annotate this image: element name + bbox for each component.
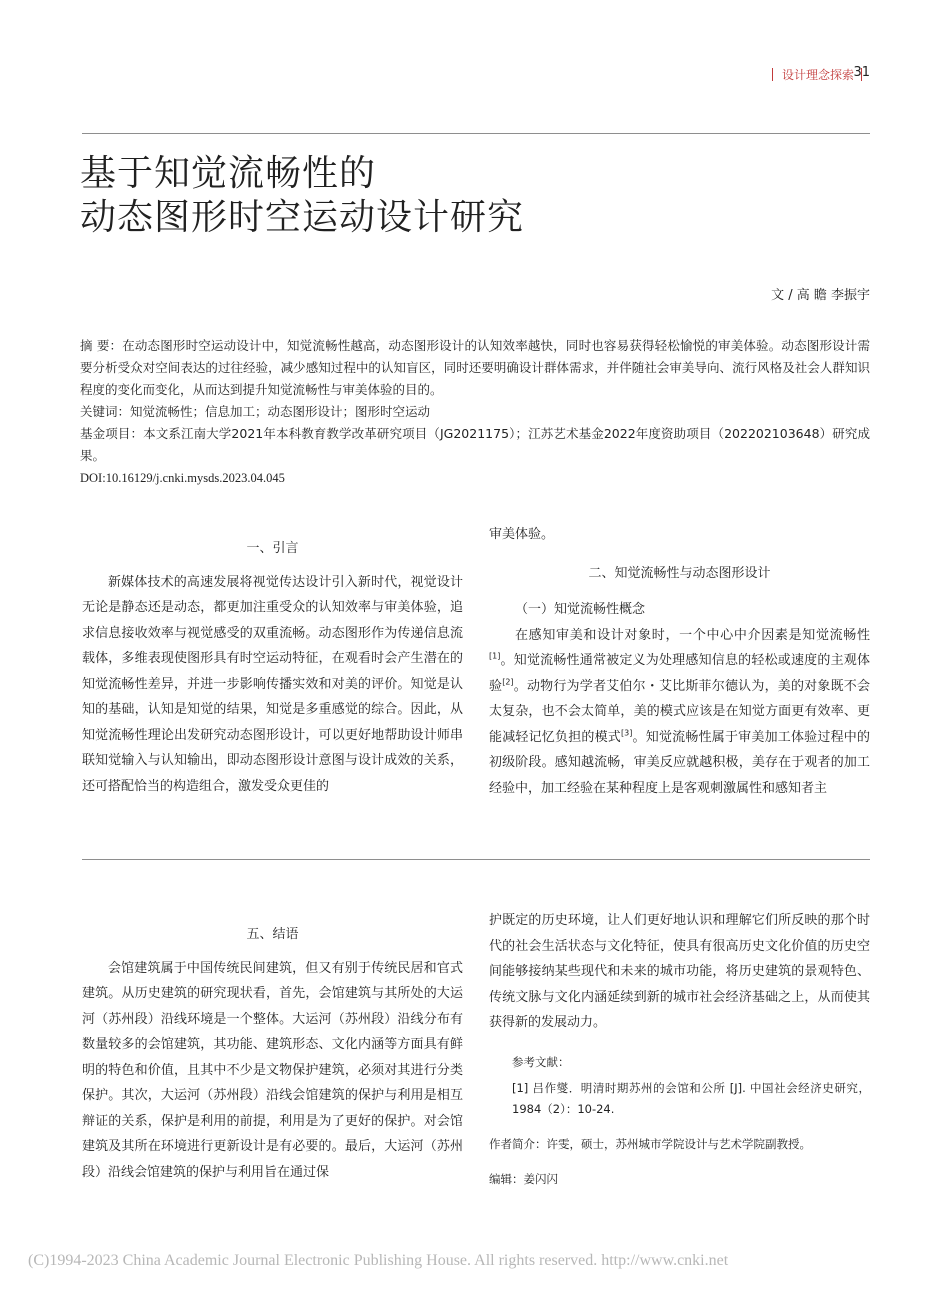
title-line-1: 基于知觉流畅性的 <box>80 153 377 194</box>
byline: 文 / 高 瞻 李振宇 <box>771 288 870 303</box>
funding-text: 本文系江南大学2021年本科教育教学改革研究项目（JG2021175）；江苏艺术基金2022年度资助项目（202202103648）研究成果。 <box>80 426 870 463</box>
section-heading-fluency: 二、知觉流畅性与动态图形设计 <box>588 565 771 581</box>
abstract <box>80 335 870 401</box>
section-heading-intro: 一、引言 <box>246 541 299 556</box>
conclusion-left-column <box>82 922 463 1185</box>
conclusion-paragraph: 会馆建筑属于中国传统民间建筑，但又有别于传统民居和官式建筑。从历史建筑的研究现状看，首先，会馆建筑与其所处的大运河（苏州段）沿线环境是一个整体。大运河（苏州段）沿线分布有数量较多的会馆建筑，其功能、建筑形态、文化内涵等方面具有鲜明的特色和价值，且其中不少是文物保护建筑，必须对其进行分类保护。其次，大运河（苏州段）沿线会馆建筑的保护与利用是相互辩证的关系，保护是利用的前提，利用是为了更好的保护。对会馆建筑及其所在环境进行更新设计是有必要的。最后，大运河（苏州段）沿线会馆建筑的保护与利用旨在通过保 <box>82 960 463 1180</box>
abstract-text: 在动态图形时空运动设计中，知觉流畅性越高，动态图形设计的认知效率越快，同时也容易获得轻松愉悦的审美体验。动态图形设计需要分析受众对空间表达的过往经验，减少感知过程中的认知盲区，同时还要明确设计群体需求，并伴随社会审美导向、流行风格及社会人群知识程度的变化而变化，从而达到提升知觉流畅性与审美体验的目的。 <box>80 338 870 397</box>
doi: DOI:10.16129/j.cnki.mysds.2023.04.045 <box>80 471 285 485</box>
body-right-column <box>489 522 870 801</box>
citation-3: [3] <box>621 728 633 738</box>
header-divider-left <box>772 68 773 81</box>
references-label: 参考文献： <box>512 1054 570 1069</box>
fluency-text-1: 在感知审美和设计对象时，一个中心中介因素是知觉流畅性 <box>515 627 870 643</box>
keywords <box>80 401 870 423</box>
author-bio: 作者简介：许雯，硕士，苏州城市学院设计与艺术学院副教授。 <box>489 1136 811 1151</box>
abstract-label: 摘 要： <box>80 338 123 353</box>
fluency-paragraph <box>489 623 870 802</box>
continued-text: 审美体验。 <box>489 527 555 542</box>
intro-paragraph: 新媒体技术的高速发展将视觉传达设计引入新时代，视觉设计无论是静态还是动态，都更加注重受众的认知效率与审美体验，追求信息接收效率与视觉感受的双重流畅。动态图形作为传递信息流载体，多维表现使图形具有时空运动特征，在观看时会产生潜在的知觉流畅性差异，并进一步影响传播实效和对美的评价。知觉是认知的基础，认知是知觉的结果，知觉是多重感觉的综合。因此，从知觉流畅性理论出发研究动态图形设计，可以更好地帮助设计师串联知觉输入与认知输出，即动态图形设计意图与设计成效的关系，还可搭配恰当的构造组合，激发受众更佳的 <box>82 574 463 794</box>
conclusion-right-column <box>489 908 870 1190</box>
page-number: 31 <box>853 65 870 80</box>
fluency-text-4: 。知觉流畅性属于审美加工体验过程中的初级阶段。感知越流畅，审美反应就越积极，美存在于观者的加工经验中，加工经验在某种程度上是客观刺激属性和感知者主 <box>489 729 870 796</box>
conclusion-continued: 护既定的历史环境，让人们更好地认识和理解它们所反映的那个时代的社会生活状态与文化特征，使具有很高历史文化价值的历史空间能够接纳某些现代和未来的城市功能，将历史建筑的景观特色、传统文脉与文化内涵延续到新的城市社会经济基础之上，从而使其获得新的发展动力。 <box>489 913 870 1030</box>
running-header <box>772 66 870 84</box>
keywords-text: 知觉流畅性；信息加工；动态图形设计；图形时空运动 <box>130 404 431 419</box>
citation-2: [2] <box>502 677 514 687</box>
fluency-text-2: 。知觉流畅性通常被定义为处理感知信息的轻松或速度的主观体验 <box>489 653 870 694</box>
fluency-text-3: 。动物行为学者艾伯尔・艾比斯菲尔德认为，美的对象既不会太复杂，也不会太简单，美的模式应该是在知觉方面更有效率、更能减轻记忆负担的模式 <box>489 678 870 745</box>
middle-rule <box>82 859 870 860</box>
keywords-label: 关键词： <box>80 404 131 419</box>
citation-1: [1] <box>489 651 501 661</box>
references <box>489 1052 870 1190</box>
body-left-column <box>82 536 463 799</box>
header-section-title: 设计理念探索 <box>782 68 855 82</box>
reference-item-1: [1] 吕作燮．明清时期苏州的会馆和公所 [J]. 中国社会经济史研究，1984（2）：10-24. <box>512 1080 870 1116</box>
funding-label: 基金项目： <box>80 426 144 441</box>
title-line-2: 动态图形时空运动设计研究 <box>80 197 525 238</box>
abstract-block <box>80 335 870 489</box>
section-heading-conclusion: 五、结语 <box>246 927 299 942</box>
subsection-heading-concept: （一）知觉流畅性概念 <box>515 602 646 617</box>
funding <box>80 423 870 467</box>
article-title <box>80 152 524 240</box>
top-rule <box>82 133 870 134</box>
copyright-footer: (C)1994-2023 China Academic Journal Electronic Publishing House. All rights reserved. http://www.cnki.net <box>28 1252 729 1269</box>
editor: 编辑：姜闪闪 <box>489 1171 558 1186</box>
